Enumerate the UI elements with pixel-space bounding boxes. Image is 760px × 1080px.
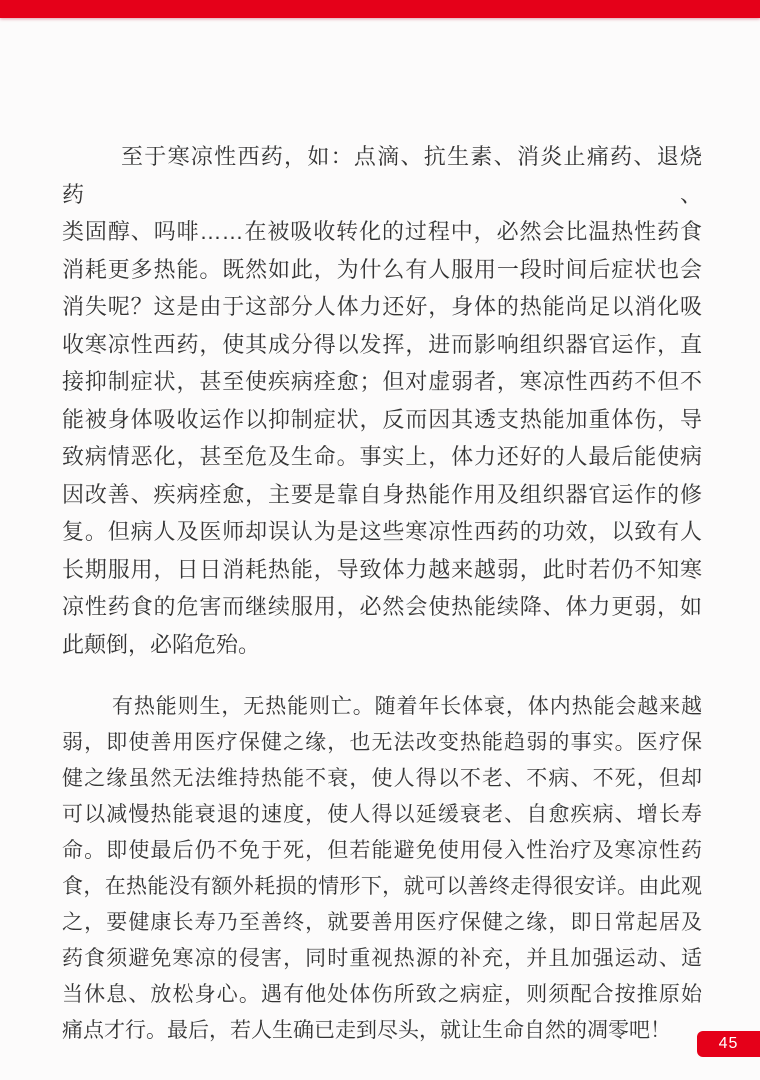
text-line: 至于寒凉性西药，如：点滴、抗生素、消炎止痛药、退烧药、 [62, 144, 702, 207]
page-content [62, 138, 702, 1049]
paragraph-2 [62, 689, 702, 1049]
text-line: 痛点才行。最后，若人生确已走到尽头，就让生命自然的凋零吧！ [62, 1019, 671, 1042]
text-line: 凉性药食的危害而继续服用，必然会使热能续降、体力更弱，如 [62, 594, 702, 619]
text-line: 长期服用，日日消耗热能，导致体力越来越弱，此时若仍不知寒 [62, 556, 702, 582]
text-line: 消失呢？这是由于这部分人体力还好，身体的热能尚足以消化吸 [62, 294, 702, 319]
text-line: 能被身体吸收运作以抑制症状，反而因其透支热能加重体伤，导 [62, 406, 702, 432]
text-line: 可以减慢热能衰退的速度，使人得以延缓衰老、自愈疾病、增长寿 [62, 803, 702, 826]
text-line: 接抑制症状，甚至使疾病痊愈；但对虚弱者，寒凉性西药不但不 [62, 369, 702, 394]
text-line: 食，在热能没有额外耗损的情形下，就可以善终走得很安详。由此观 [62, 875, 702, 898]
text-line: 消耗更多热能。既然如此，为什么有人服用一段时间后症状也会 [62, 256, 702, 282]
paragraph-1 [62, 138, 702, 663]
text-line: 之，要健康长寿乃至善终，就要善用医疗保健之缘，即日常起居及 [62, 911, 702, 934]
text-line: 有热能则生，无热能则亡。随着年长体衰，体内热能会越来越 [112, 695, 702, 718]
text-line: 药食须避免寒凉的侵害，同时重视热源的补充，并且加强运动、适 [62, 947, 702, 970]
text-line: 类固醇、吗啡……在被吸收转化的过程中，必然会比温热性药食 [62, 219, 702, 244]
text-line: 复。但病人及医师却误认为是这些寒凉性西药的功效，以致有人 [62, 519, 702, 544]
text-line: 弱，即使善用医疗保健之缘，也无法改变热能趋弱的事实。医疗保 [62, 731, 702, 754]
text-line: 因改善、疾病痊愈，主要是靠自身热能作用及组织器官运作的修 [62, 481, 702, 507]
text-line: 命。即使最后仍不免于死，但若能避免使用侵入性治疗及寒凉性药 [62, 839, 702, 862]
page-number-badge [697, 1031, 760, 1057]
page-number: 45 [718, 1035, 739, 1052]
text-line: 致病情恶化，甚至危及生命。事实上，体力还好的人最后能使病 [62, 444, 702, 469]
text-line: 健之缘虽然无法维持热能不衰，使人得以不老、不病、不死，但却 [62, 767, 702, 790]
top-red-bar [0, 0, 760, 18]
text-line: 当休息、放松身心。遇有他处体伤所致之病症，则须配合按推原始 [62, 983, 702, 1006]
text-line: 此颠倒，必陷危殆。 [62, 631, 261, 657]
text-line: 收寒凉性西药，使其成分得以发挥，进而影响组织器官运作，直 [62, 331, 702, 357]
